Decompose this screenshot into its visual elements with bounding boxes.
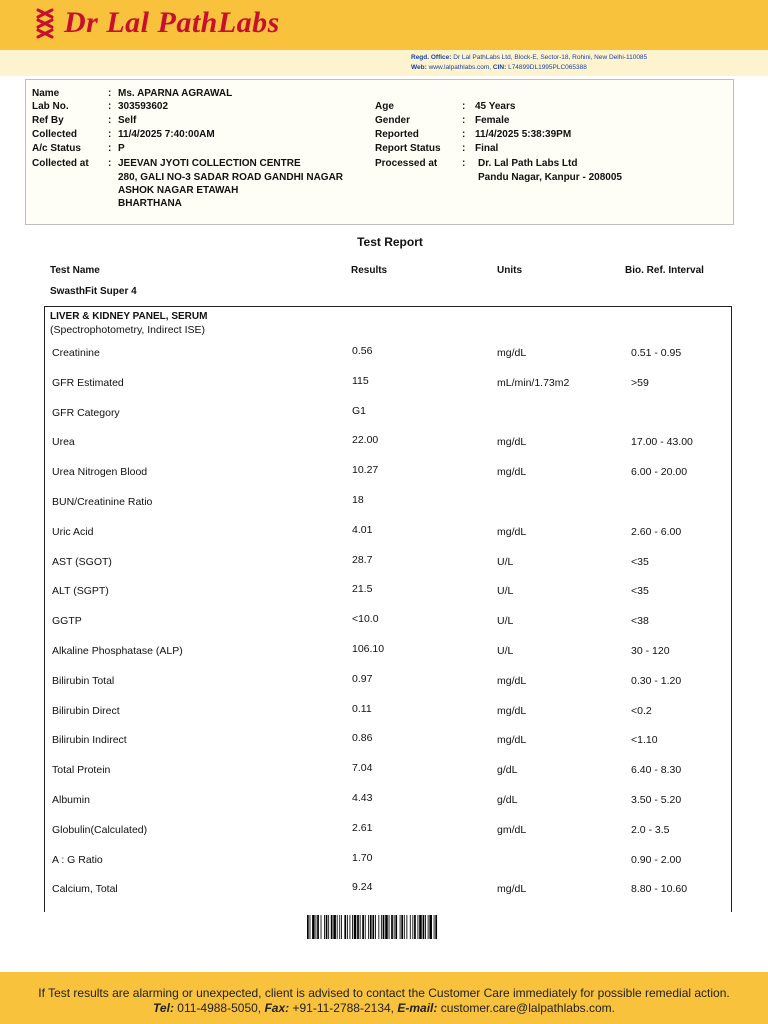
unit-cell: mg/dL (497, 436, 527, 449)
colon-separator: : (108, 88, 112, 99)
patient-label: Collected (32, 129, 78, 140)
patient-label: Lab No. (32, 101, 69, 112)
barcode-bar (357, 915, 359, 939)
barcode-bar (410, 915, 411, 939)
registered-office-info: Regd. Office: Dr Lal PathLabs Ltd, Block-E, Sector-18, Rohini, New Delhi-110085 Web: www.lalpathlabs.com, CIN: L74899DL1995PLC065388 (411, 54, 648, 71)
barcode-bar (378, 915, 379, 939)
colon-separator: : (108, 143, 112, 154)
barcode-bar (385, 915, 388, 939)
unit-cell: mg/dL (497, 734, 527, 747)
panel-box (44, 306, 732, 912)
barcode-bar (400, 915, 401, 939)
brand-logo-text: Dr Lal PathLabs (64, 6, 280, 39)
barcode-bar (312, 915, 315, 939)
test-name-cell: BUN/Creatinine Ratio (52, 496, 153, 508)
barcode-bar (339, 915, 340, 939)
header-ref-interval: Bio. Ref. Interval (625, 265, 704, 276)
unit-cell: mg/dL (497, 525, 527, 538)
unit-cell: g/dL (497, 764, 518, 777)
barcode-bar (429, 915, 432, 939)
test-name-cell: A : G Ratio (52, 853, 103, 866)
colon-separator: : (462, 101, 466, 112)
colon-separator: : (108, 158, 112, 169)
collected-at-address-line: BHARTHANA (118, 198, 182, 209)
patient-label: Processed at (375, 158, 438, 169)
barcode-bar (347, 915, 348, 939)
barcode-bar (425, 915, 426, 939)
unit-cell: mg/dL (497, 674, 527, 687)
colon-separator: : (462, 129, 466, 140)
barcode-bar (423, 915, 425, 939)
result-cell: 10.27 (352, 464, 379, 477)
colon-separator: : (462, 115, 466, 126)
ref-interval-cell: <35 (631, 585, 649, 598)
unit-cell: mL/min/1.73m2 (497, 376, 570, 389)
test-name-cell: Bilirubin Indirect (52, 734, 127, 747)
test-name-cell: Urea (52, 436, 75, 449)
ref-interval-cell: 0.30 - 1.20 (631, 674, 682, 687)
test-name-cell: Calcium, Total (52, 883, 118, 896)
barcode-bar (350, 915, 351, 939)
test-name-cell: Uric Acid (52, 525, 94, 538)
barcode-bar (412, 915, 413, 939)
collected-at-address-line: 280, GALI NO-3 SADAR ROAD GANDHI NAGAR (118, 172, 344, 183)
unit-cell: g/dL (497, 794, 518, 806)
result-cell: 28.7 (352, 553, 373, 566)
barcode-bar (321, 915, 322, 939)
test-name-cell: GFR Estimated (52, 376, 124, 389)
test-name-cell: Globulin(Calculated) (52, 823, 148, 836)
unit-cell: gm/dL (497, 823, 527, 836)
patient-value: Self (118, 115, 137, 126)
test-name-cell: Urea Nitrogen Blood (52, 466, 148, 479)
barcode-bar (419, 915, 422, 939)
ref-interval-cell: 0.51 - 0.95 (631, 347, 682, 359)
test-name-cell: Creatinine (52, 347, 100, 359)
unit-cell: mg/dL (497, 704, 527, 717)
patient-value: JEEVAN JYOTI COLLECTION CENTRE (118, 158, 301, 169)
test-name-cell: Albumin (52, 794, 90, 806)
patient-label: Reported (375, 129, 419, 140)
unit-cell: mg/dL (497, 347, 527, 359)
patient-label: Report Status (375, 143, 441, 154)
barcode (307, 915, 476, 939)
barcode-bar (435, 915, 437, 939)
patient-value: 11/4/2025 7:40:00AM (118, 129, 215, 140)
panel-method: (Spectrophotometry, Indirect ISE) (50, 324, 206, 336)
unit-cell: U/L (497, 585, 514, 598)
barcode-bar (394, 915, 395, 939)
header-results: Results (351, 265, 388, 276)
ref-interval-cell: <1.10 (631, 734, 658, 747)
patient-label: Ref By (32, 115, 64, 126)
unit-cell: U/L (497, 615, 514, 628)
barcode-bar (324, 915, 325, 939)
ref-interval-cell: 0.90 - 2.00 (631, 853, 682, 866)
barcode-bar (344, 915, 346, 939)
patient-value: 303593602 (118, 101, 169, 112)
barcode-bar (365, 915, 366, 939)
barcode-bar (354, 915, 357, 939)
result-cell: 0.86 (352, 732, 373, 745)
ref-interval-cell: 8.80 - 10.60 (631, 883, 688, 896)
patient-value: Dr. Lal Path Labs Ltd (478, 158, 578, 169)
barcode-bar (352, 915, 353, 939)
header-units: Units (497, 265, 522, 276)
barcode-bar (326, 915, 328, 939)
unit-cell: mg/dL (497, 883, 527, 896)
ref-interval-cell: 17.00 - 43.00 (631, 436, 693, 449)
barcode-bar (331, 915, 333, 939)
test-name-cell: ALT (SGPT) (52, 585, 109, 598)
dna-logo-icon (34, 8, 56, 42)
test-name-cell: GGTP (52, 615, 82, 628)
ref-interval-cell: 2.60 - 6.00 (631, 525, 682, 538)
unit-cell: mg/dL (497, 466, 527, 479)
barcode-bar (317, 915, 319, 939)
processed-at-address: Pandu Nagar, Kanpur - 208005 (478, 172, 622, 183)
result-cell: 4.01 (352, 523, 373, 536)
test-name-cell: GFR Category (52, 406, 120, 419)
test-name-cell: Alkaline Phosphatase (ALP) (52, 645, 183, 657)
patient-value: Final (475, 143, 499, 154)
patient-label: Collected at (32, 158, 89, 169)
test-name-cell: AST (SGOT) (52, 555, 112, 568)
result-cell: 4.43 (352, 792, 373, 804)
barcode-bar (404, 915, 405, 939)
unit-cell: U/L (497, 645, 514, 657)
barcode-bar (316, 915, 317, 939)
report-title: Test Report (357, 235, 423, 249)
result-cell: 0.11 (352, 702, 372, 715)
barcode-bar (395, 915, 397, 939)
colon-separator: : (462, 143, 466, 154)
patient-value: Ms. APARNA AGRAWAL (118, 88, 233, 99)
barcode-bar (428, 915, 429, 939)
result-cell: 0.97 (352, 672, 373, 685)
header-sub-band (0, 50, 768, 76)
barcode-bar (341, 915, 342, 939)
result-cell: 22.00 (352, 434, 379, 447)
barcode-bar (368, 915, 369, 939)
result-cell: G1 (352, 404, 367, 417)
panel-title: LIVER & KIDNEY PANEL, SERUM (50, 311, 208, 322)
result-cell: 106.10 (352, 643, 385, 655)
barcode-bar (389, 915, 390, 939)
patient-value: Female (475, 115, 510, 126)
barcode-bar (328, 915, 329, 939)
result-cell: 0.56 (352, 345, 373, 357)
colon-separator: : (108, 115, 112, 126)
barcode-bar (381, 915, 382, 939)
patient-value: 45 Years (475, 101, 516, 112)
barcode-bar (383, 915, 385, 939)
patient-label: Age (375, 101, 394, 112)
ref-interval-cell: 3.50 - 5.20 (631, 794, 682, 806)
patient-label: Gender (375, 115, 411, 126)
barcode-bar (370, 915, 372, 939)
barcode-bar (401, 915, 403, 939)
footer-contact: Tel: 011-4988-5050, Fax: +91-11-2788-2134, E-mail: customer.care@lalpathlabs.com. (153, 1001, 615, 1015)
barcode-bar (418, 915, 419, 939)
ref-interval-cell: <0.2 (631, 704, 652, 717)
result-cell: 2.61 (352, 821, 373, 834)
unit-cell: U/L (497, 555, 514, 568)
result-cell: <10.0 (352, 613, 379, 626)
test-name-cell: Bilirubin Total (52, 674, 115, 687)
result-cell: 9.24 (352, 881, 373, 894)
ref-interval-cell: 6.00 - 20.00 (631, 466, 688, 479)
ref-interval-cell: 2.0 - 3.5 (631, 823, 670, 836)
colon-separator: : (108, 101, 112, 112)
barcode-bar (372, 915, 374, 939)
collected-at-address-line: ASHOK NAGAR ETAWAH (118, 185, 239, 196)
barcode-bar (333, 915, 336, 939)
result-cell: 7.04 (352, 762, 373, 775)
barcode-bar (307, 915, 309, 939)
barcode-bar (434, 915, 435, 939)
patient-value: 11/4/2025 5:38:39PM (475, 129, 572, 140)
test-name-cell: Total Protein (52, 764, 111, 777)
barcode-bar (375, 915, 376, 939)
patient-label: Name (32, 88, 60, 99)
result-cell: 115 (352, 374, 369, 387)
ref-interval-cell: <35 (631, 555, 649, 568)
barcode-bar (310, 915, 311, 939)
barcode-bar (406, 915, 407, 939)
footer-advisory: If Test results are alarming or unexpected, client is advised to contact the Customer Care immediately for possible remedial action. (38, 986, 730, 1000)
colon-separator: : (108, 129, 112, 140)
package-name: SwasthFit Super 4 (50, 286, 137, 297)
header-test-name: Test Name (50, 265, 100, 276)
barcode-bar (337, 915, 338, 939)
colon-separator: : (462, 158, 466, 169)
result-cell: 21.5 (352, 583, 373, 596)
result-cell: 18 (352, 494, 364, 506)
barcode-bar (360, 915, 361, 939)
barcode-bar (362, 915, 364, 939)
patient-value: P (118, 143, 125, 154)
result-cell: 1.70 (352, 851, 373, 864)
barcode-bar (391, 915, 393, 939)
patient-label: A/c Status (32, 143, 81, 154)
ref-interval-cell: 6.40 - 8.30 (631, 764, 682, 777)
test-name-cell: Bilirubin Direct (52, 704, 120, 717)
ref-interval-cell: <38 (631, 615, 649, 628)
ref-interval-cell: 30 - 120 (631, 645, 670, 657)
ref-interval-cell: >59 (631, 376, 649, 389)
barcode-bar (414, 915, 416, 939)
